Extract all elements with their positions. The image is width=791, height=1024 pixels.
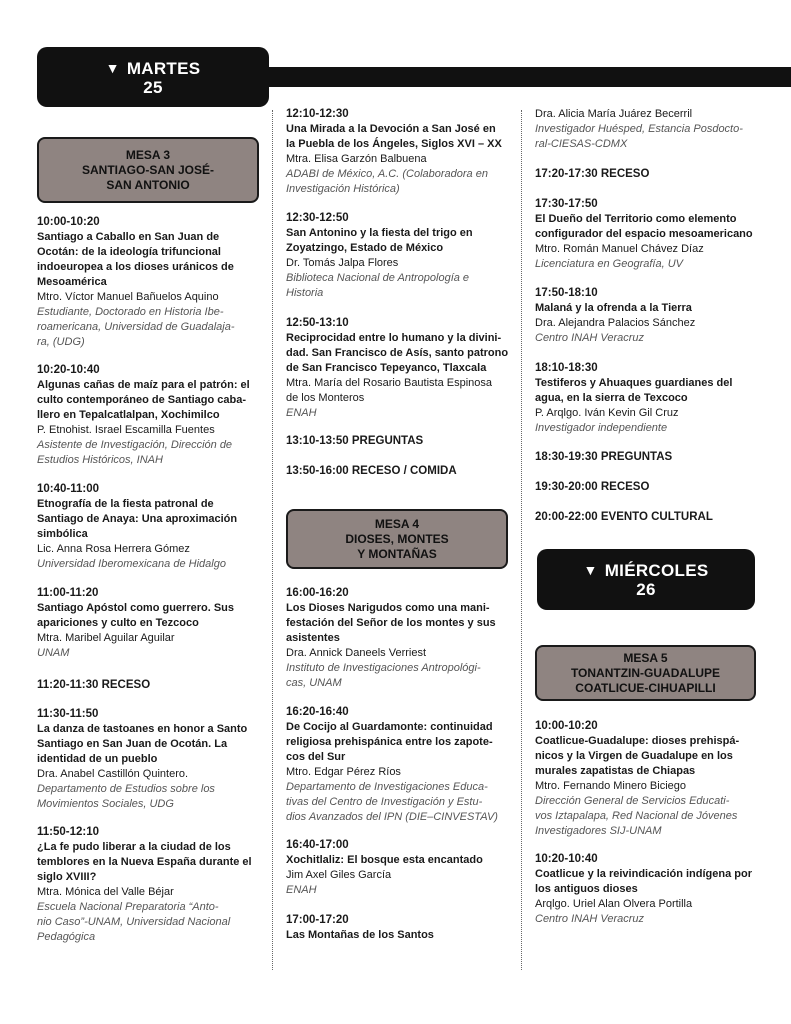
break-label: 13:10-13:50 PREGUNTAS: [286, 435, 424, 447]
session-institution: vos Iztapalapa, Red Nacional de Jóvenes: [535, 810, 738, 822]
session-speaker: Dra. Annick Daneels Verriest: [286, 647, 427, 659]
mesa-number: MESA 5: [623, 651, 668, 665]
session-institution: Movimientos Sociales, UDG: [37, 798, 174, 810]
break-label: 18:30-19:30 PREGUNTAS: [535, 451, 673, 463]
session-title: Malaná y la ofrenda a la Tierra: [535, 302, 692, 314]
session-institution: ra, (UDG): [37, 336, 85, 348]
session-institution: Investigadores SIJ-UNAM: [535, 825, 662, 837]
session-title: Xochitlaliz: El bosque esta encantado: [286, 854, 483, 866]
session-institution: Escuela Nacional Preparatoria “Anto-: [37, 901, 219, 913]
session-speaker: P. Etnohist. Israel Escamilla Fuentes: [37, 424, 215, 436]
session-speaker: Mtra. María del Rosario Bautista Espinosa: [286, 377, 493, 389]
session-title: La danza de tastoanes en honor a Santo: [37, 723, 248, 735]
session-institution: Departamento de Estudios sobre los: [37, 783, 215, 795]
session-time: 12:50-13:10: [286, 317, 349, 329]
day-number: 25: [143, 78, 163, 97]
session-institution: tivas del Centro de Investigación y Estu-: [286, 796, 483, 808]
session-time: 10:00-10:20: [535, 720, 598, 732]
session-time: 16:40-17:00: [286, 839, 349, 851]
session-institution: Asistente de Investigación, Dirección de: [37, 439, 233, 451]
session-title: Mesoamérica: [37, 276, 107, 288]
session-title: Ocotán: de la ideología trifuncional: [37, 246, 221, 258]
session-title: Etnografía de la fiesta patronal de: [37, 498, 214, 510]
mesa-3-box: [37, 137, 259, 203]
session-title: simbólica: [37, 528, 88, 540]
session-institution: ADABI de México, A.C. (Colaboradora en: [286, 168, 488, 180]
session: [535, 197, 757, 272]
session-title: cos del Sur: [286, 751, 346, 763]
session: [535, 852, 757, 927]
session: [37, 363, 259, 468]
session-institution: Investigador independiente: [535, 422, 668, 434]
session-title: agua, en la sierra de Texcoco: [535, 392, 688, 404]
day-label-wednesday: [537, 549, 755, 610]
session-institution: roamericana, Universidad de Guadalaja-: [37, 321, 235, 333]
session-institution: Estudiante, Doctorado en Historia Ibe-: [37, 306, 224, 318]
session-time: 11:30-11:50: [37, 708, 99, 720]
session-time: 10:00-10:20: [37, 216, 100, 228]
session-institution: Pedagógica: [37, 931, 96, 943]
session-title: culto contemporáneo de Santiago caba-: [37, 394, 247, 406]
break-label: 19:30-20:00 RECESO: [535, 481, 650, 493]
mesa-number: MESA 3: [125, 148, 171, 162]
session-time: 18:10-18:30: [535, 362, 598, 374]
session: [535, 719, 757, 839]
session-speaker: Mtra. Maribel Aguilar Aguilar: [37, 632, 175, 644]
session-time: 16:00-16:20: [286, 587, 349, 599]
session-time: 12:30-12:50: [286, 212, 349, 224]
session-time: 11:00-11:20: [37, 587, 99, 599]
session-title: Las Montañas de los Santos: [286, 929, 434, 941]
session-title: asistentes: [286, 632, 340, 644]
session: [37, 215, 259, 350]
mesa-title-line: SAN ANTONIO: [106, 178, 190, 192]
session-title: apariciones y culto en Tezcoco: [37, 617, 199, 629]
session: [37, 825, 259, 945]
session: [535, 286, 757, 346]
session-speaker: Mtro. Fernando Minero Biciego: [535, 780, 687, 792]
mesa-4-box: [286, 509, 508, 569]
mesa-title-line: DIOSES, MONTES: [345, 532, 449, 546]
session-speaker: P. Arqlgo. Iván Kevin Gil Cruz: [535, 407, 679, 419]
mesa-title-line: TONANTZIN-GUADALUPE: [570, 666, 721, 680]
session-title: Santiago de Anaya: Una aproximación: [37, 513, 238, 525]
session-time: 10:20-10:40: [535, 853, 598, 865]
break-label: 13:50-16:00 RECESO / COMIDA: [286, 465, 457, 477]
session-institution: Centro INAH Veracruz: [535, 913, 645, 925]
session: [37, 482, 259, 572]
session-time: 11:50-12:10: [37, 826, 100, 838]
session-speaker: Dra. Alicia María Juárez Becerril: [535, 108, 693, 120]
session: [286, 586, 510, 691]
session: [286, 838, 510, 898]
break-item: [535, 450, 757, 465]
session-institution: ENAH: [286, 407, 317, 419]
session-time: 16:20-16:40: [286, 706, 349, 718]
session-institution: Estudios Históricos, INAH: [37, 454, 163, 466]
session: [37, 707, 259, 812]
session-title: los antiguos dioses: [535, 883, 638, 895]
break-item: [535, 510, 757, 525]
mesa-title-line: Y MONTAÑAS: [357, 547, 437, 561]
mesa-title-line: SANTIAGO-SAN JOSÉ-: [81, 163, 214, 177]
session-speaker: Mtro. Edgar Pérez Ríos: [286, 766, 401, 778]
session: [37, 586, 259, 661]
session-title: Testiferos y Ahuaques guardianes del: [535, 377, 733, 389]
session-continuation: [535, 107, 757, 152]
session-time: 17:50-18:10: [535, 287, 598, 299]
session-title: De Cocijo al Guardamonte: continuidad: [286, 721, 493, 733]
session-title: El Dueño del Territorio como elemento: [535, 213, 737, 225]
session-institution: Biblioteca Nacional de Antropología e: [286, 272, 470, 284]
session-title: Los Dioses Narigudos como una mani-: [286, 602, 490, 614]
session-speaker: Dra. Anabel Castillón Quintero.: [37, 768, 189, 780]
session-institution: cas, UNAM: [286, 677, 342, 689]
session-title: dad. San Francisco de Asís, santo patrono: [286, 347, 509, 359]
session: [286, 107, 510, 197]
break-label: 17:20-17:30 RECESO: [535, 168, 650, 180]
mesa-number: MESA 4: [374, 517, 420, 531]
session-title: religiosa prehispánica entre los zapote-: [286, 736, 493, 748]
session-title: configurador del espacio mesoamericano: [535, 228, 753, 240]
session-time: 10:20-10:40: [37, 364, 100, 376]
session-title: indoeuropea a los dioses uránicos de: [37, 261, 234, 273]
break-item: [286, 464, 510, 479]
session-institution: ral-CIESAS-CDMX: [535, 138, 628, 150]
session-title: San Antonino y la fiesta del trigo en: [286, 227, 473, 239]
session-title: identidad de un pueblo: [37, 753, 158, 765]
session-speaker: Dr. Tomás Jalpa Flores: [286, 257, 399, 269]
session-institution: Instituto de Investigaciones Antropológi-: [286, 662, 481, 674]
break-label: 11:20-11:30 RECESO: [37, 679, 151, 691]
day-number: 26: [636, 580, 656, 599]
session-speaker: Lic. Anna Rosa Herrera Gómez: [37, 543, 190, 555]
session-institution: Historia: [286, 287, 324, 299]
session-speaker: Jim Axel Giles García: [286, 869, 392, 881]
session: [286, 913, 510, 943]
session-speaker: Mtra. Mónica del Valle Béjar: [37, 886, 174, 898]
session-speaker: Mtra. Elisa Garzón Balbuena: [286, 153, 427, 165]
mesa-5-box: [535, 645, 756, 701]
session-title: ¿La fe pudo liberar a la ciudad de los: [37, 841, 231, 853]
session-title: de San Francisco Tepeyanco, Tlaxcala: [286, 362, 487, 374]
mesa-title-line: COATLICUE-CIHUAPILLI: [575, 681, 716, 695]
session-title: llero en Tepalcatlalpan, Xochimilco: [37, 409, 220, 421]
session-institution: UNAM: [37, 647, 70, 659]
session-time: 17:00-17:20: [286, 914, 349, 926]
session-title: Santiago en San Juan de Ocotán. La: [37, 738, 228, 750]
column-divider: [272, 110, 273, 970]
session-institution: Licenciatura en Geografía, UV: [535, 258, 683, 270]
session-institution: Dirección General de Servicios Educati-: [535, 795, 730, 807]
session-title: Santiago Apóstol como guerrero. Sus: [37, 602, 235, 614]
session-time: 17:30-17:50: [535, 198, 598, 210]
break-item: [535, 480, 757, 495]
session-title: Zoyatzingo, Estado de México: [286, 242, 444, 254]
session-title: Coatlicue y la reivindicación indígena por: [535, 868, 752, 880]
session-institution: Centro INAH Veracruz: [535, 332, 645, 344]
day-header-tuesday: [37, 47, 791, 107]
triangle-down-icon: ▼: [105, 60, 120, 76]
day-name: MIÉRCOLES: [604, 561, 709, 580]
session-speaker: Mtro. Víctor Manuel Bañuelos Aquino: [37, 291, 219, 303]
session-speaker: Mtro. Román Manuel Chávez Díaz: [535, 243, 704, 255]
session-time: 12:10-12:30: [286, 108, 349, 120]
session-institution: Investigador Huésped, Estancia Posdocto-: [535, 123, 743, 135]
day-name: MARTES: [126, 59, 201, 78]
session-title: temblores en la Nueva España durante el: [37, 856, 252, 868]
session-title: Una Mirada a la Devoción a San José en: [286, 123, 496, 135]
session-time: 10:40-11:00: [37, 483, 100, 495]
session-institution: Departamento de Investigaciones Educa-: [286, 781, 488, 793]
session: [286, 705, 510, 825]
session-title: Algunas cañas de maíz para el patrón: el: [37, 379, 250, 391]
session-title: la Puebla de los Ángeles, Siglos XVI – XX: [286, 138, 502, 150]
session-institution: Investigación Histórica): [286, 183, 400, 195]
session-title: murales zapatistas de Chiapas: [535, 765, 696, 777]
session-title: Santiago a Caballo en San Juan de: [37, 231, 220, 243]
header-rule: [247, 67, 791, 87]
session-speaker: Dra. Alejandra Palacios Sánchez: [535, 317, 696, 329]
break-item: [286, 434, 510, 449]
break-item: [535, 167, 757, 182]
triangle-down-icon: ▼: [583, 562, 598, 578]
session-title: Coatlicue-Guadalupe: dioses prehispá-: [535, 735, 740, 747]
day-label-tuesday: [37, 47, 269, 107]
session: [286, 316, 510, 421]
session-title: siglo XVIII?: [37, 871, 97, 883]
session-speaker: de los Monteros: [286, 392, 365, 404]
session-title: nicos y la Virgen de Guadalupe en los: [535, 750, 733, 762]
session: [535, 361, 757, 436]
break-label: 20:00-22:00 EVENTO CULTURAL: [535, 511, 713, 523]
session-title: Reciprocidad entre lo humano y la divini-: [286, 332, 502, 344]
session-institution: Universidad Iberomexicana de Hidalgo: [37, 558, 226, 570]
session-institution: dios Avanzados del IPN (DIE–CINVESTAV): [286, 811, 498, 823]
session-title: festación del Señor de los montes y sus: [286, 617, 496, 629]
column-divider: [521, 110, 522, 970]
session-institution: ENAH: [286, 884, 317, 896]
session-institution: nio Caso”-UNAM, Universidad Nacional: [37, 916, 231, 928]
session-speaker: Arqlgo. Uriel Alan Olvera Portilla: [535, 898, 693, 910]
break-item: [37, 678, 259, 693]
session: [286, 211, 510, 301]
